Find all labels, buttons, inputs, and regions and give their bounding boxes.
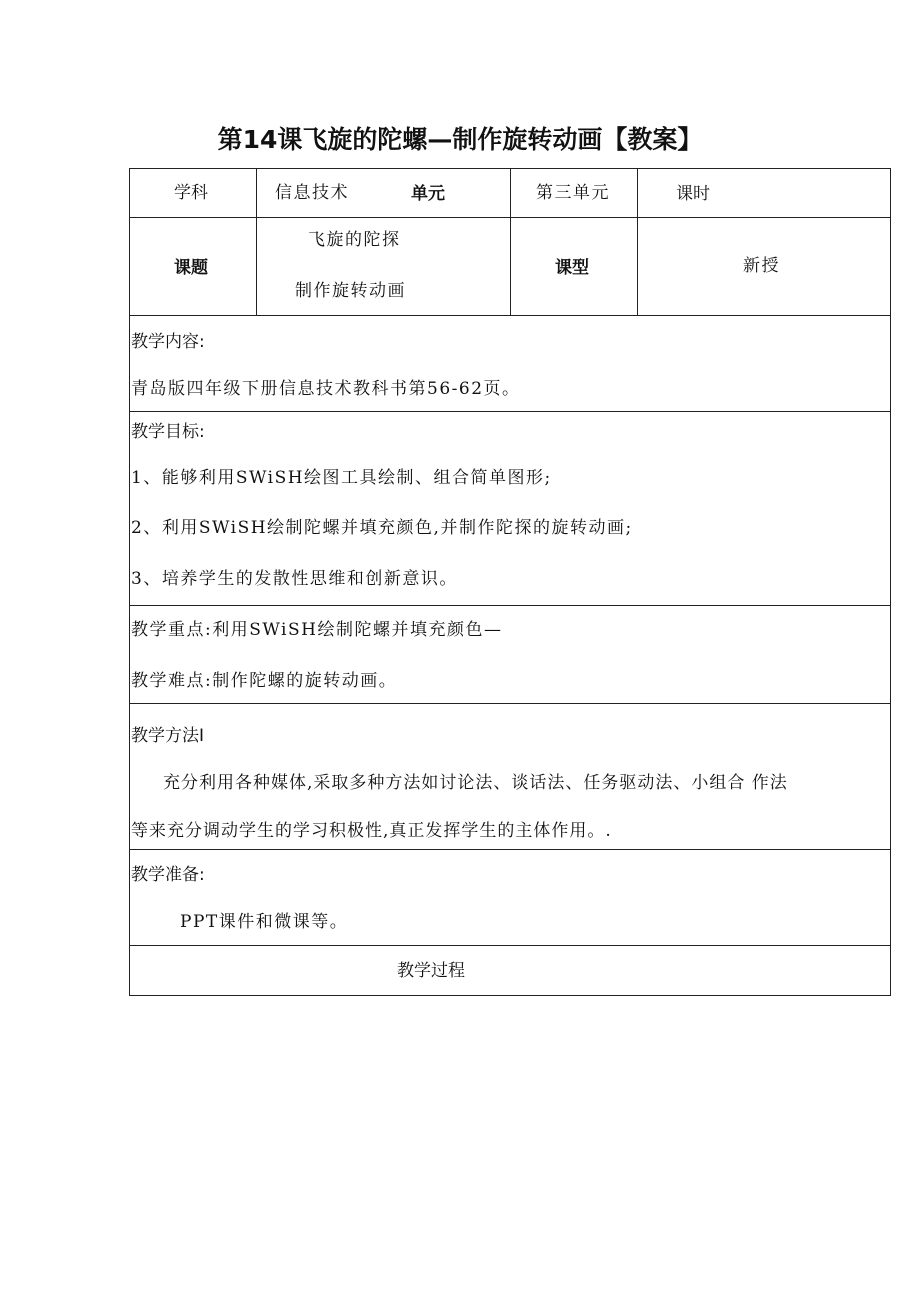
document-title: 第14课飞旋的陀螺—制作旋转动画【教案】 (217, 125, 703, 154)
objectives-label: 教学目标: (131, 422, 205, 442)
difficult-point: 教学难点:制作陀螺的旋转动画。 (131, 671, 398, 691)
method-label: 教学方法I (131, 726, 205, 746)
objective-item: 1、能够利用SWiSH绘图工具绘制、组合简单图形; (131, 468, 552, 488)
table-row-divider (129, 411, 891, 412)
table-col-divider (256, 168, 257, 316)
hours-label: 课时 (676, 184, 710, 204)
table-row-divider (129, 849, 891, 850)
content-text: 青岛版四年级下册信息技术教科书第56-62页。 (131, 379, 521, 399)
unit-label: 单元 (411, 184, 445, 204)
type-label: 课型 (555, 258, 589, 278)
table-col-divider (510, 168, 511, 316)
key-point: 教学重点:利用SWiSH绘制陀螺并填充颜色— (131, 620, 503, 640)
topic-line-1: 飞旋的陀探 (308, 230, 401, 250)
table-col-divider (637, 168, 638, 316)
process-label: 教学过程 (397, 961, 465, 981)
objective-item: 2、利用SWiSH绘制陀螺并填充颜色,并制作陀探的旋转动画; (131, 518, 633, 538)
table-row-divider (129, 945, 891, 946)
unit-value: 第三单元 (536, 183, 610, 203)
method-line-1: 充分利用各种媒体,采取多种方法如讨论法、谈话法、任务驱动法、小组合 作法 (163, 773, 788, 793)
method-line-2: 等来充分调动学生的学习积极性,真正发挥学生的主体作用。. (131, 821, 612, 841)
subject-label: 学科 (174, 183, 208, 203)
table-row-divider (129, 703, 891, 704)
type-value: 新授 (743, 256, 780, 276)
table-border-left (129, 168, 130, 996)
topic-label: 课题 (174, 258, 208, 278)
subject-value: 信息技术 (275, 183, 349, 203)
table-row-divider (129, 605, 891, 606)
topic-line-2: 制作旋转动画 (295, 281, 406, 301)
preparation-text: PPT课件和微课等。 (180, 912, 349, 932)
table-border-bottom (129, 995, 891, 996)
preparation-label: 教学准备: (131, 865, 205, 885)
objective-item: 3、培养学生的发散性思维和创新意识。 (131, 569, 458, 589)
content-label: 教学内容: (131, 332, 205, 352)
table-border-right (890, 168, 891, 996)
